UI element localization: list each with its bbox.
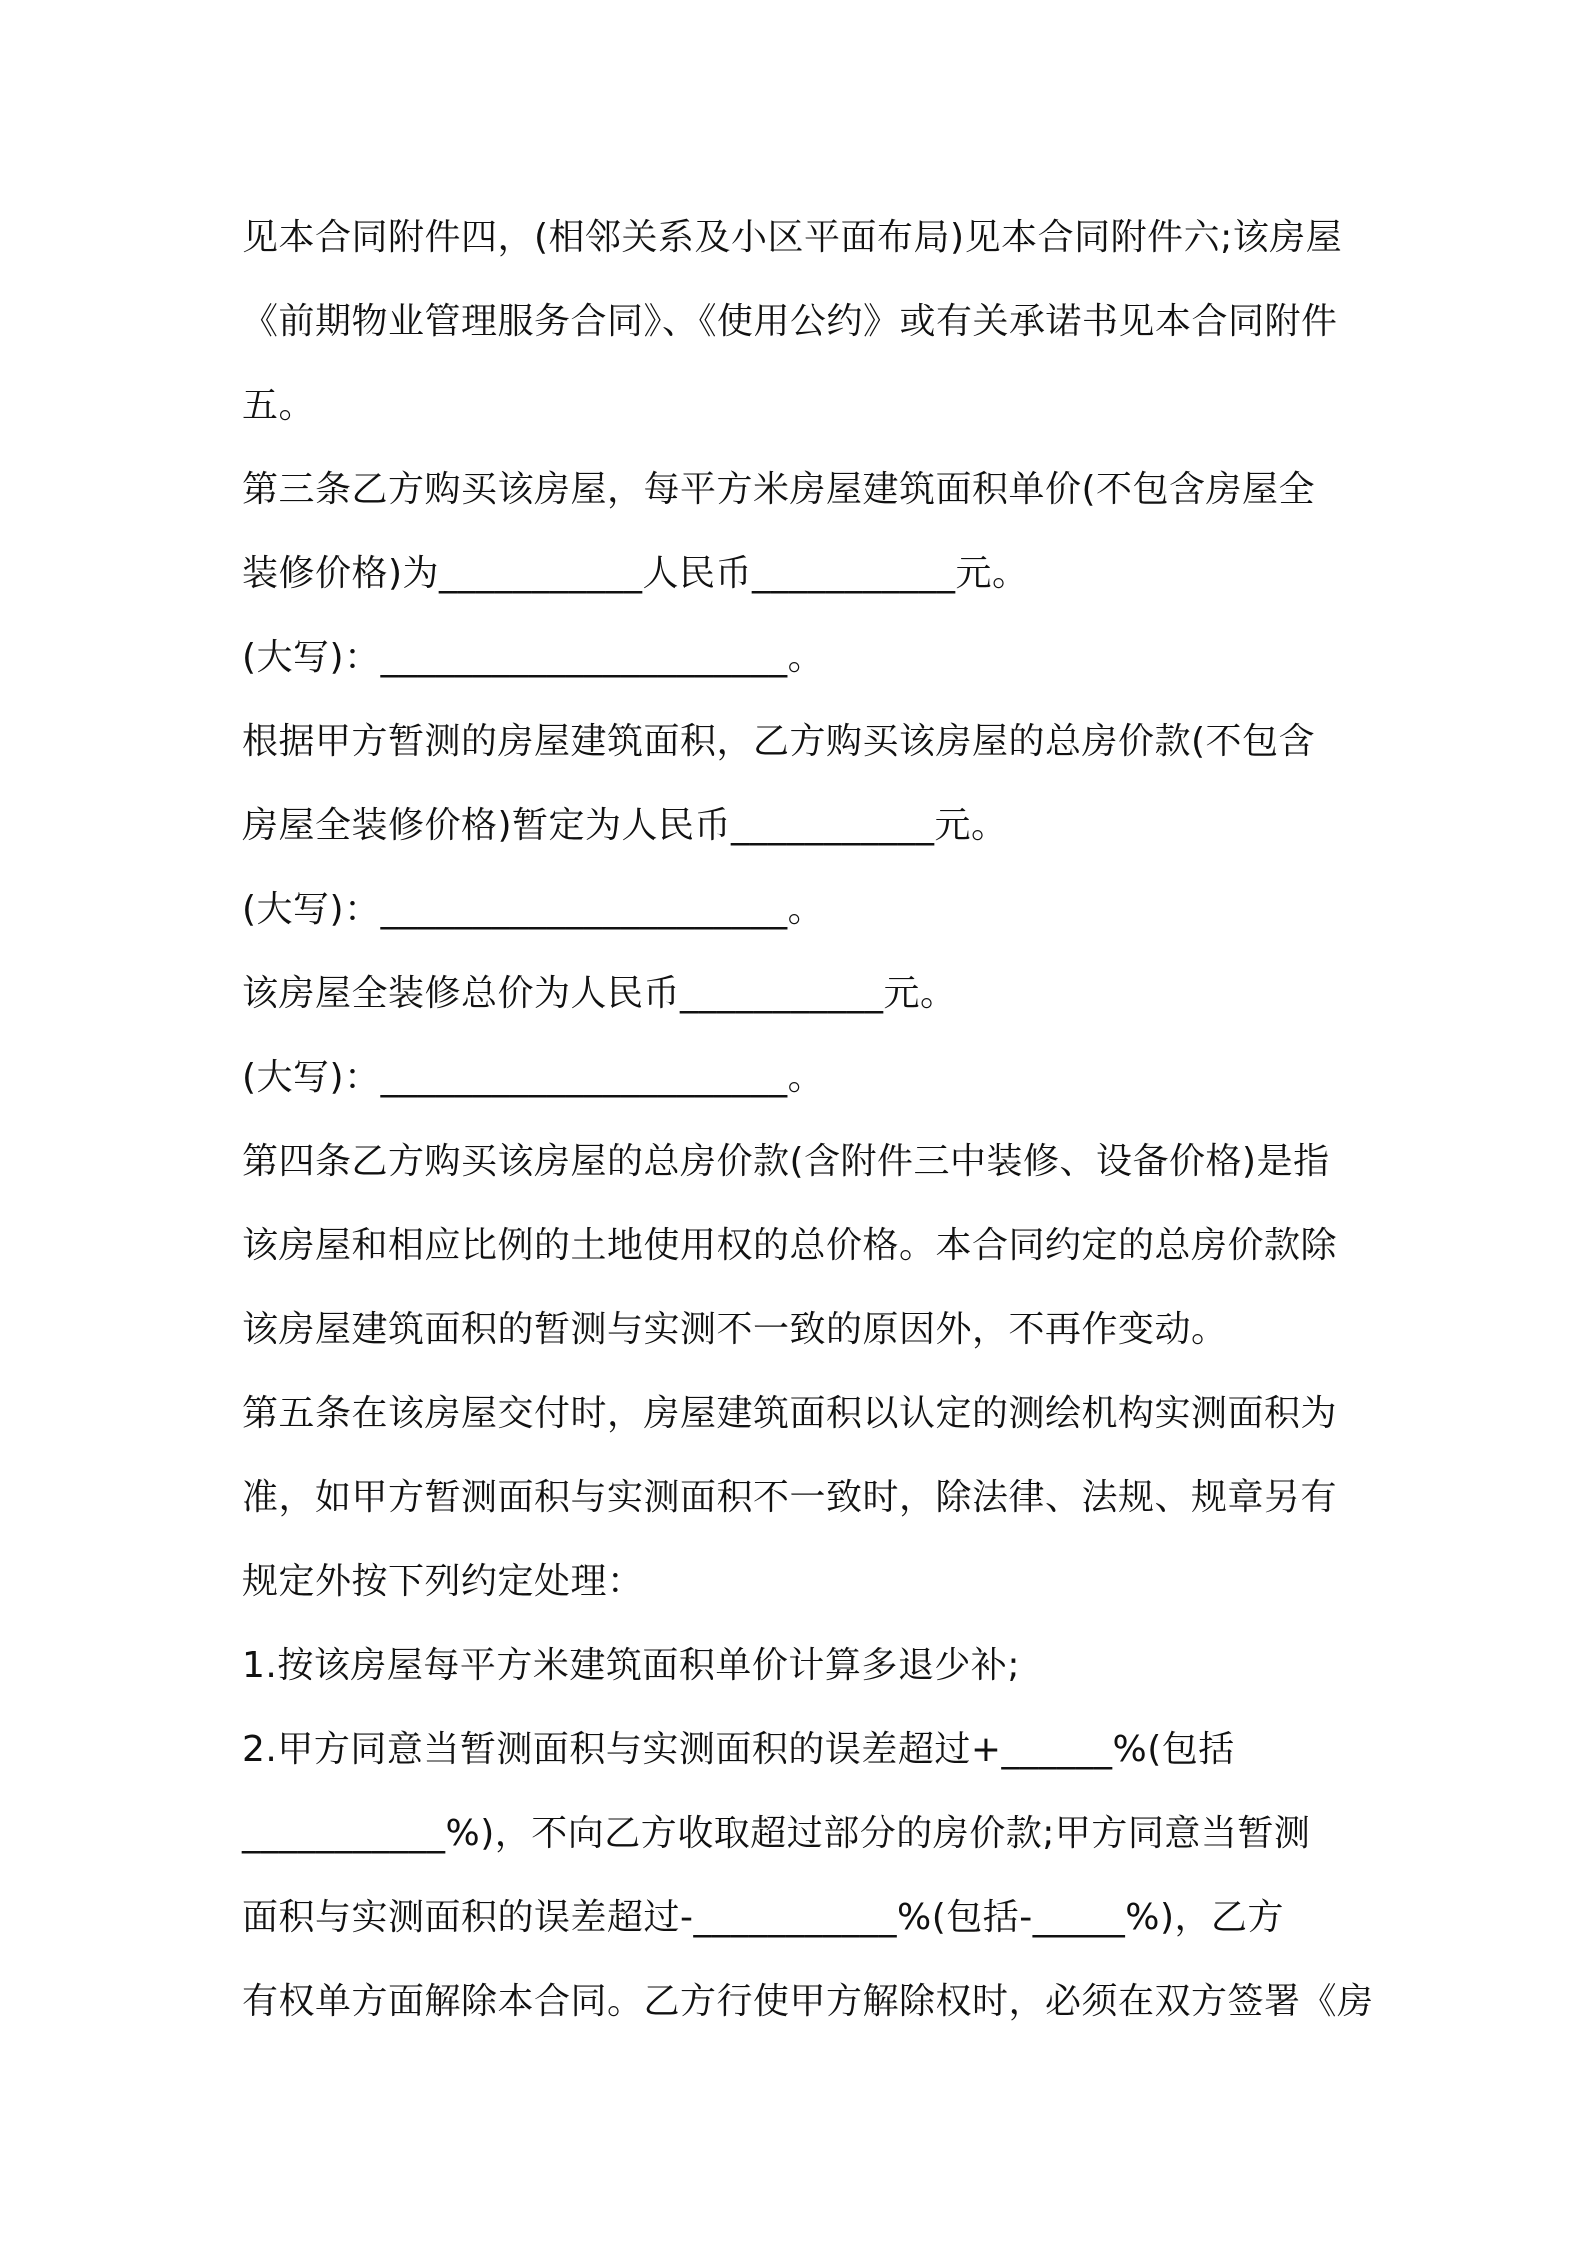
- article-4-line-3: 该房屋建筑面积的暂测与实测不一致的原因外，不再作变动。: [242, 1309, 1228, 1350]
- text-line-1: 见本合同附件四，(相邻关系及小区平面布局)见本合同附件六;该房屋: [242, 217, 1343, 258]
- capital-amount-line-1: (大写)：______________________。: [242, 637, 825, 678]
- article-4-line-1: 第四条乙方购买该房屋的总房价款(含附件三中装修、设备价格)是指: [242, 1141, 1330, 1182]
- article-5-line-1: 第五条在该房屋交付时，房屋建筑面积以认定的测绘机构实测面积为: [242, 1393, 1338, 1434]
- total-price-line-2: 房屋全装修价格)暂定为人民币___________元。: [242, 805, 1008, 846]
- capital-amount-line-3: (大写)：______________________。: [242, 1057, 825, 1098]
- text-line-2: 《前期物业管理服务合同》、《使用公约》或有关承诺书见本合同附件: [242, 301, 1338, 342]
- article-5-line-2: 准，如甲方暂测面积与实测面积不一致时，除法律、法规、规章另有: [242, 1477, 1338, 1518]
- clause-2-line-4: 有权单方面解除本合同。乙方行使甲方解除权时，必须在双方签署《房: [242, 1981, 1374, 2022]
- clause-1-line: 1.按该房屋每平方米建筑面积单价计算多退少补;: [242, 1645, 1020, 1686]
- article-3-line-1: 第三条乙方购买该房屋，每平方米房屋建筑面积单价(不包含房屋全: [242, 469, 1316, 510]
- contract-text: [242, 196, 1374, 2044]
- total-price-line-1: 根据甲方暂测的房屋建筑面积，乙方购买该房屋的总房价款(不包含: [242, 721, 1316, 762]
- article-4-line-2: 该房屋和相应比例的土地使用权的总价格。本合同约定的总房价款除: [242, 1225, 1338, 1266]
- article-3-line-2: 装修价格)为___________人民币___________元。: [242, 553, 1029, 594]
- capital-amount-line-2: (大写)：______________________。: [242, 889, 825, 930]
- article-5-line-3: 规定外按下列约定处理：: [242, 1561, 644, 1602]
- clause-2-line-3: 面积与实测面积的误差超过-___________%(包括-_____%)，乙方: [242, 1897, 1284, 1938]
- text-line-3: 五。: [242, 385, 316, 426]
- clause-2-line-2: ___________%)，不向乙方收取超过部分的房价款;甲方同意当暂测: [242, 1813, 1311, 1854]
- decoration-price-line: 该房屋全装修总价为人民币___________元。: [242, 973, 957, 1014]
- clause-2-line-1: 2.甲方同意当暂测面积与实测面积的误差超过+______%(包括: [242, 1729, 1235, 1770]
